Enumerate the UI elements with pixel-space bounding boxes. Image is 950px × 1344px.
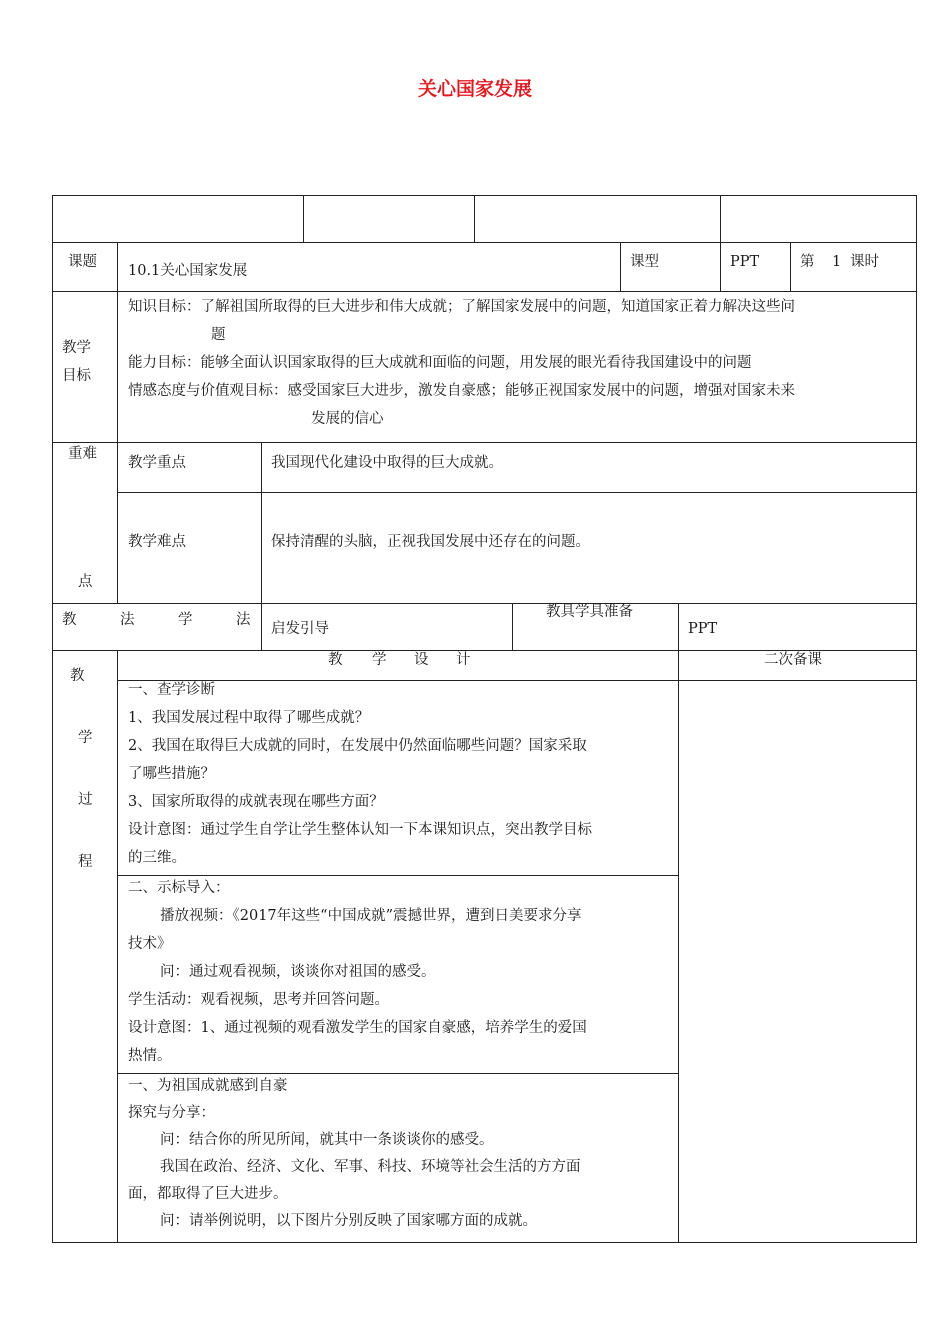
table-border <box>117 492 916 493</box>
difficulty-value: 保持清醒的头脑，正视我国发展中还存在的问题。 <box>271 534 590 550</box>
table-border <box>117 242 118 603</box>
period-number: 1 <box>832 254 842 270</box>
section3-line: 探究与分享： <box>128 1105 215 1121</box>
table-border <box>620 242 621 291</box>
table-border <box>303 195 304 242</box>
process-label-char: 学 <box>78 730 93 746</box>
keypoints-label-bottom: 点 <box>78 574 93 590</box>
table-border <box>52 603 916 604</box>
section2-line: 学生活动：观看视频，思考并回答问题。 <box>128 992 389 1008</box>
table-border <box>678 603 679 1243</box>
section1-line: 了哪些措施？ <box>128 766 215 782</box>
section2-line: 热情。 <box>128 1048 172 1064</box>
table-border <box>512 603 513 650</box>
table-border <box>52 195 916 196</box>
table-border <box>52 1242 916 1243</box>
emotion-objective: 情感态度与价值观目标：感受国家巨大进步，激发自豪感；能够正视国家发展中的问题，增强对国家未来 <box>128 383 795 399</box>
process-label-char: 教 <box>70 668 85 684</box>
section1-line: 1、我国发展过程中取得了哪些成就？ <box>128 710 370 726</box>
section3-line: 一、为祖国成就感到自豪 <box>128 1078 288 1094</box>
topic-value: 10.1关心国家发展 <box>128 263 248 279</box>
process-label-char: 程 <box>78 854 93 870</box>
section2-line: 技术》 <box>128 936 172 952</box>
tools-value: PPT <box>688 621 718 637</box>
table-border <box>117 650 118 1243</box>
table-border <box>52 242 916 243</box>
section1-line: 3、国家所取得的成就表现在哪些方面？ <box>128 794 384 810</box>
table-border <box>261 442 262 650</box>
methods-label-char: 法 <box>236 612 251 628</box>
difficulty-label: 教学难点 <box>128 534 186 550</box>
section2-line: 设计意图：1、通过视频的观看激发学生的国家自豪感，培养学生的爱国 <box>128 1020 587 1036</box>
section3-line: 问：请举例说明，以下图片分别反映了国家哪方面的成就。 <box>160 1213 537 1229</box>
section3-line: 我国在政治、经济、文化、军事、科技、环境等社会生活的方方面 <box>160 1159 581 1175</box>
table-border <box>720 195 721 291</box>
process-label-char: 过 <box>78 792 93 808</box>
table-border <box>52 442 916 443</box>
section1-line: 一、查学诊断 <box>128 682 215 698</box>
period-prefix: 第 <box>800 254 815 270</box>
table-border <box>474 195 475 242</box>
section2-line: 播放视频：《2017年这些“中国成就”震撼世界，遭到日美要求分享 <box>160 908 582 924</box>
section3-line: 问：结合你的所见所闻，就其中一条谈谈你的感受。 <box>160 1132 494 1148</box>
keypoints-label-top: 重难 <box>68 446 97 462</box>
section1-line: 的三维。 <box>128 850 186 866</box>
methods-label-char: 法 <box>120 612 135 628</box>
knowledge-objective-cont: 题 <box>211 327 226 343</box>
table-border <box>52 291 916 292</box>
design-header-char: 学 <box>372 652 387 668</box>
page-title: 关心国家发展 <box>417 78 532 100</box>
ability-objective: 能力目标：能够全面认识国家取得的巨大成就和面临的问题，用发展的眼光看待我国建设中的问题 <box>128 355 752 371</box>
section2-line: 二、示标导入： <box>128 880 230 896</box>
section1-line: 设计意图：通过学生自学让学生整体认知一下本课知识点，突出教学目标 <box>128 822 592 838</box>
section2-line: 问：通过观看视频，谈谈你对祖国的感受。 <box>160 964 436 980</box>
table-border <box>52 195 53 1243</box>
table-border <box>117 680 916 681</box>
tools-label: 教具学具准备 <box>546 604 633 620</box>
period-suffix: 课时 <box>850 254 879 270</box>
table-border <box>916 195 917 1243</box>
methods-label-char: 教 <box>62 612 77 628</box>
methods-label-char: 学 <box>178 612 193 628</box>
design-header-char: 设 <box>414 652 429 668</box>
section3-line: 面，都取得了巨大进步。 <box>128 1186 288 1202</box>
section1-line: 2、我国在取得巨大成就的同时，在发展中仍然面临哪些问题？国家采取 <box>128 738 587 754</box>
objectives-label-1: 教学 <box>62 340 91 356</box>
table-border <box>790 242 791 291</box>
secondary-header: 二次备课 <box>764 652 822 668</box>
type-value: PPT <box>730 254 760 270</box>
focus-label: 教学重点 <box>128 455 186 471</box>
design-header-char: 教 <box>328 652 343 668</box>
emotion-objective-cont: 发展的信心 <box>311 411 384 427</box>
objectives-label-2: 目标 <box>62 368 91 384</box>
topic-label: 课题 <box>68 254 97 270</box>
knowledge-objective: 知识目标：了解祖国所取得的巨大进步和伟大成就；了解国家发展中的问题，知道国家正着力解决这些问 <box>128 299 795 315</box>
design-header-char: 计 <box>456 652 471 668</box>
focus-value: 我国现代化建设中取得的巨大成就。 <box>271 455 503 471</box>
methods-value: 启发引导 <box>271 621 329 637</box>
type-label: 课型 <box>630 254 659 270</box>
